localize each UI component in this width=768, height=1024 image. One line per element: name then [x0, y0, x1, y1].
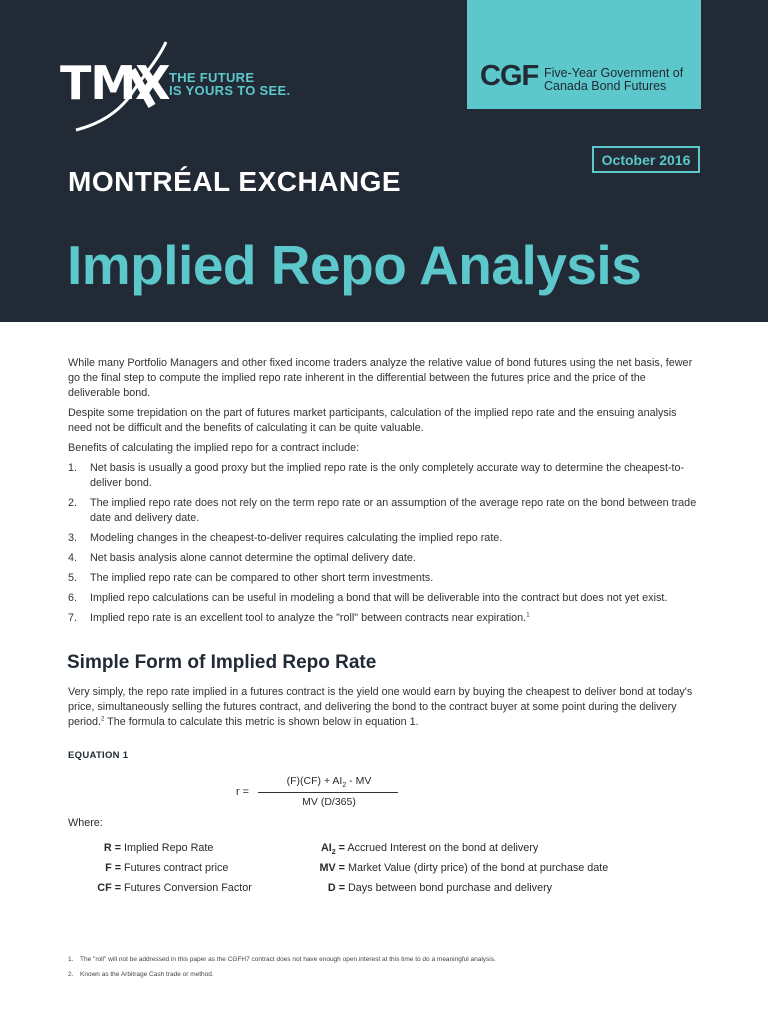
definition-desc: Futures contract price [121, 862, 229, 874]
definition-key [300, 841, 345, 855]
intro-section [68, 356, 700, 631]
equation-label: EQUATION 1 [68, 750, 129, 761]
list-item [68, 531, 700, 546]
definition-row [68, 881, 256, 901]
list-item [68, 591, 700, 606]
list-text: Net basis is usually a good proxy but the implied repo rate is the only completely accurate way to determine the cheapest-to-deliver bond. [90, 462, 685, 489]
definition-key: F = [105, 862, 121, 874]
section-text-1: Very simply, the repo rate implied in a futures contract is the yield one would earn by buying the cheapest to deliver bond at today's price, simultaneously selling the futures contract, and delivering the bond to the contract buyer at some point during the delivery period. [68, 686, 693, 728]
numerator-part-b: - MV [346, 775, 372, 787]
definition-desc: Market Value (dirty price) of the bond at purchase date [345, 862, 609, 874]
definition-row [68, 841, 256, 861]
footnote-ref[interactable]: 2 [101, 716, 105, 723]
list-text: The implied repo rate can be compared to other short term investments. [90, 572, 434, 584]
definition-desc: Days between bond purchase and delivery [345, 882, 553, 894]
product-description [544, 67, 683, 93]
list-text: Modeling changes in the cheapest-to-deliver requires calculating the implied repo rate. [90, 532, 503, 544]
list-number: 7. [68, 612, 78, 624]
equation-numerator [260, 775, 398, 790]
list-text: The implied repo rate does not rely on the term repo rate or an assumption of the average repo rate on the bond between trade date and delivery date. [90, 497, 697, 524]
tagline-line-2: IS YOURS TO SEE. [169, 83, 291, 98]
footnote-number: 2. [68, 971, 74, 978]
section-text-2: The formula to calculate this metric is shown below in equation 1. [104, 716, 419, 728]
list-number: 6. [68, 592, 78, 604]
definition-desc: Futures Conversion Factor [121, 882, 252, 894]
intro-paragraph-2: Despite some trepidation on the part of futures market participants, calculation of the implied repo rate and the ensuing analysis need not be difficult and the benefits of calculating it can be quite valuable. [68, 407, 677, 434]
product-code: CGF [480, 60, 539, 92]
numerator-subscript: 2 [342, 782, 347, 790]
list-text: Net basis analysis alone cannot determine the optimal delivery date. [90, 552, 416, 564]
list-text: Implied repo rate is an excellent tool to analyze the "roll" between contracts near expiration. [90, 612, 527, 624]
definition-key [300, 881, 345, 895]
product-desc-line-1: Five-Year Government of [544, 66, 684, 80]
list-item [68, 551, 700, 566]
list-number: 4. [68, 552, 78, 564]
section-paragraph [68, 685, 700, 730]
key-part-a: AI [320, 842, 332, 854]
tagline-line-1: THE FUTURE [169, 70, 255, 85]
footnote-text: The "roll" will not be addressed in this paper as the CGFH7 contract does not have enough open interest at this time to do a meaningful analysis. [80, 956, 496, 963]
logo-tagline [169, 71, 290, 97]
footnote-ref[interactable]: 1 [526, 612, 530, 619]
definition-row [300, 881, 700, 901]
list-item [68, 571, 700, 586]
product-desc-line-2: Canada Bond Futures [544, 79, 667, 93]
benefits-list [68, 461, 700, 626]
footnote-item [68, 955, 496, 964]
footnote-item [68, 970, 496, 979]
where-label: Where: [68, 817, 103, 829]
list-number: 1. [68, 462, 78, 474]
list-item [68, 461, 700, 491]
header-banner [0, 0, 768, 322]
definition-key [300, 861, 345, 875]
equation-lhs: r = [236, 786, 249, 798]
definition-row [300, 861, 700, 881]
definition-key: R = [103, 842, 121, 854]
key-part-a: MV = [319, 862, 345, 874]
definitions-left [68, 841, 256, 901]
equation-denominator: MV (D/365) [302, 796, 356, 808]
logo-wordmark: TMX [60, 56, 170, 110]
footnote-text: Known as the Arbitrage Cash trade or method. [80, 971, 214, 978]
list-number: 5. [68, 572, 78, 584]
definition-desc: Implied Repo Rate [121, 842, 214, 854]
product-box [467, 0, 701, 109]
fraction-bar [258, 792, 398, 793]
exchange-name: MONTRÉAL EXCHANGE [68, 166, 402, 197]
numerator-part-a: (F)(CF) + AI [286, 775, 343, 787]
page-title: Implied Repo Analysis [67, 234, 642, 296]
key-part-b: = [335, 842, 345, 854]
footnotes [68, 955, 496, 985]
key-subscript: 2 [331, 849, 336, 857]
section-heading: Simple Form of Implied Repo Rate [67, 652, 377, 673]
definition-desc: Accrued Interest on the bond at delivery [345, 842, 539, 854]
definition-key: CF = [97, 882, 121, 894]
intro-paragraph-1: While many Portfolio Managers and other fixed income traders analyze the relative value of bond futures using the net basis, fewer go the final step to compute the implied repo rate inherent in the differential between the futures price and the price of the deliverable bond. [68, 357, 693, 399]
date-badge: October 2016 [592, 146, 700, 173]
list-text: Implied repo calculations can be useful in modeling a bond that will be deliverable into the contract but does not yet exist. [90, 592, 668, 604]
key-part-a: D = [327, 882, 345, 894]
definitions-right [300, 841, 700, 901]
list-item [68, 496, 700, 526]
list-item [68, 611, 700, 626]
tmx-logo[interactable] [58, 40, 298, 140]
list-number: 2. [68, 497, 78, 509]
intro-paragraph-3: Benefits of calculating the implied repo for a contract include: [68, 442, 360, 454]
list-number: 3. [68, 532, 78, 544]
footnote-number: 1. [68, 956, 74, 963]
definition-row [300, 841, 700, 861]
definition-row [68, 861, 256, 881]
